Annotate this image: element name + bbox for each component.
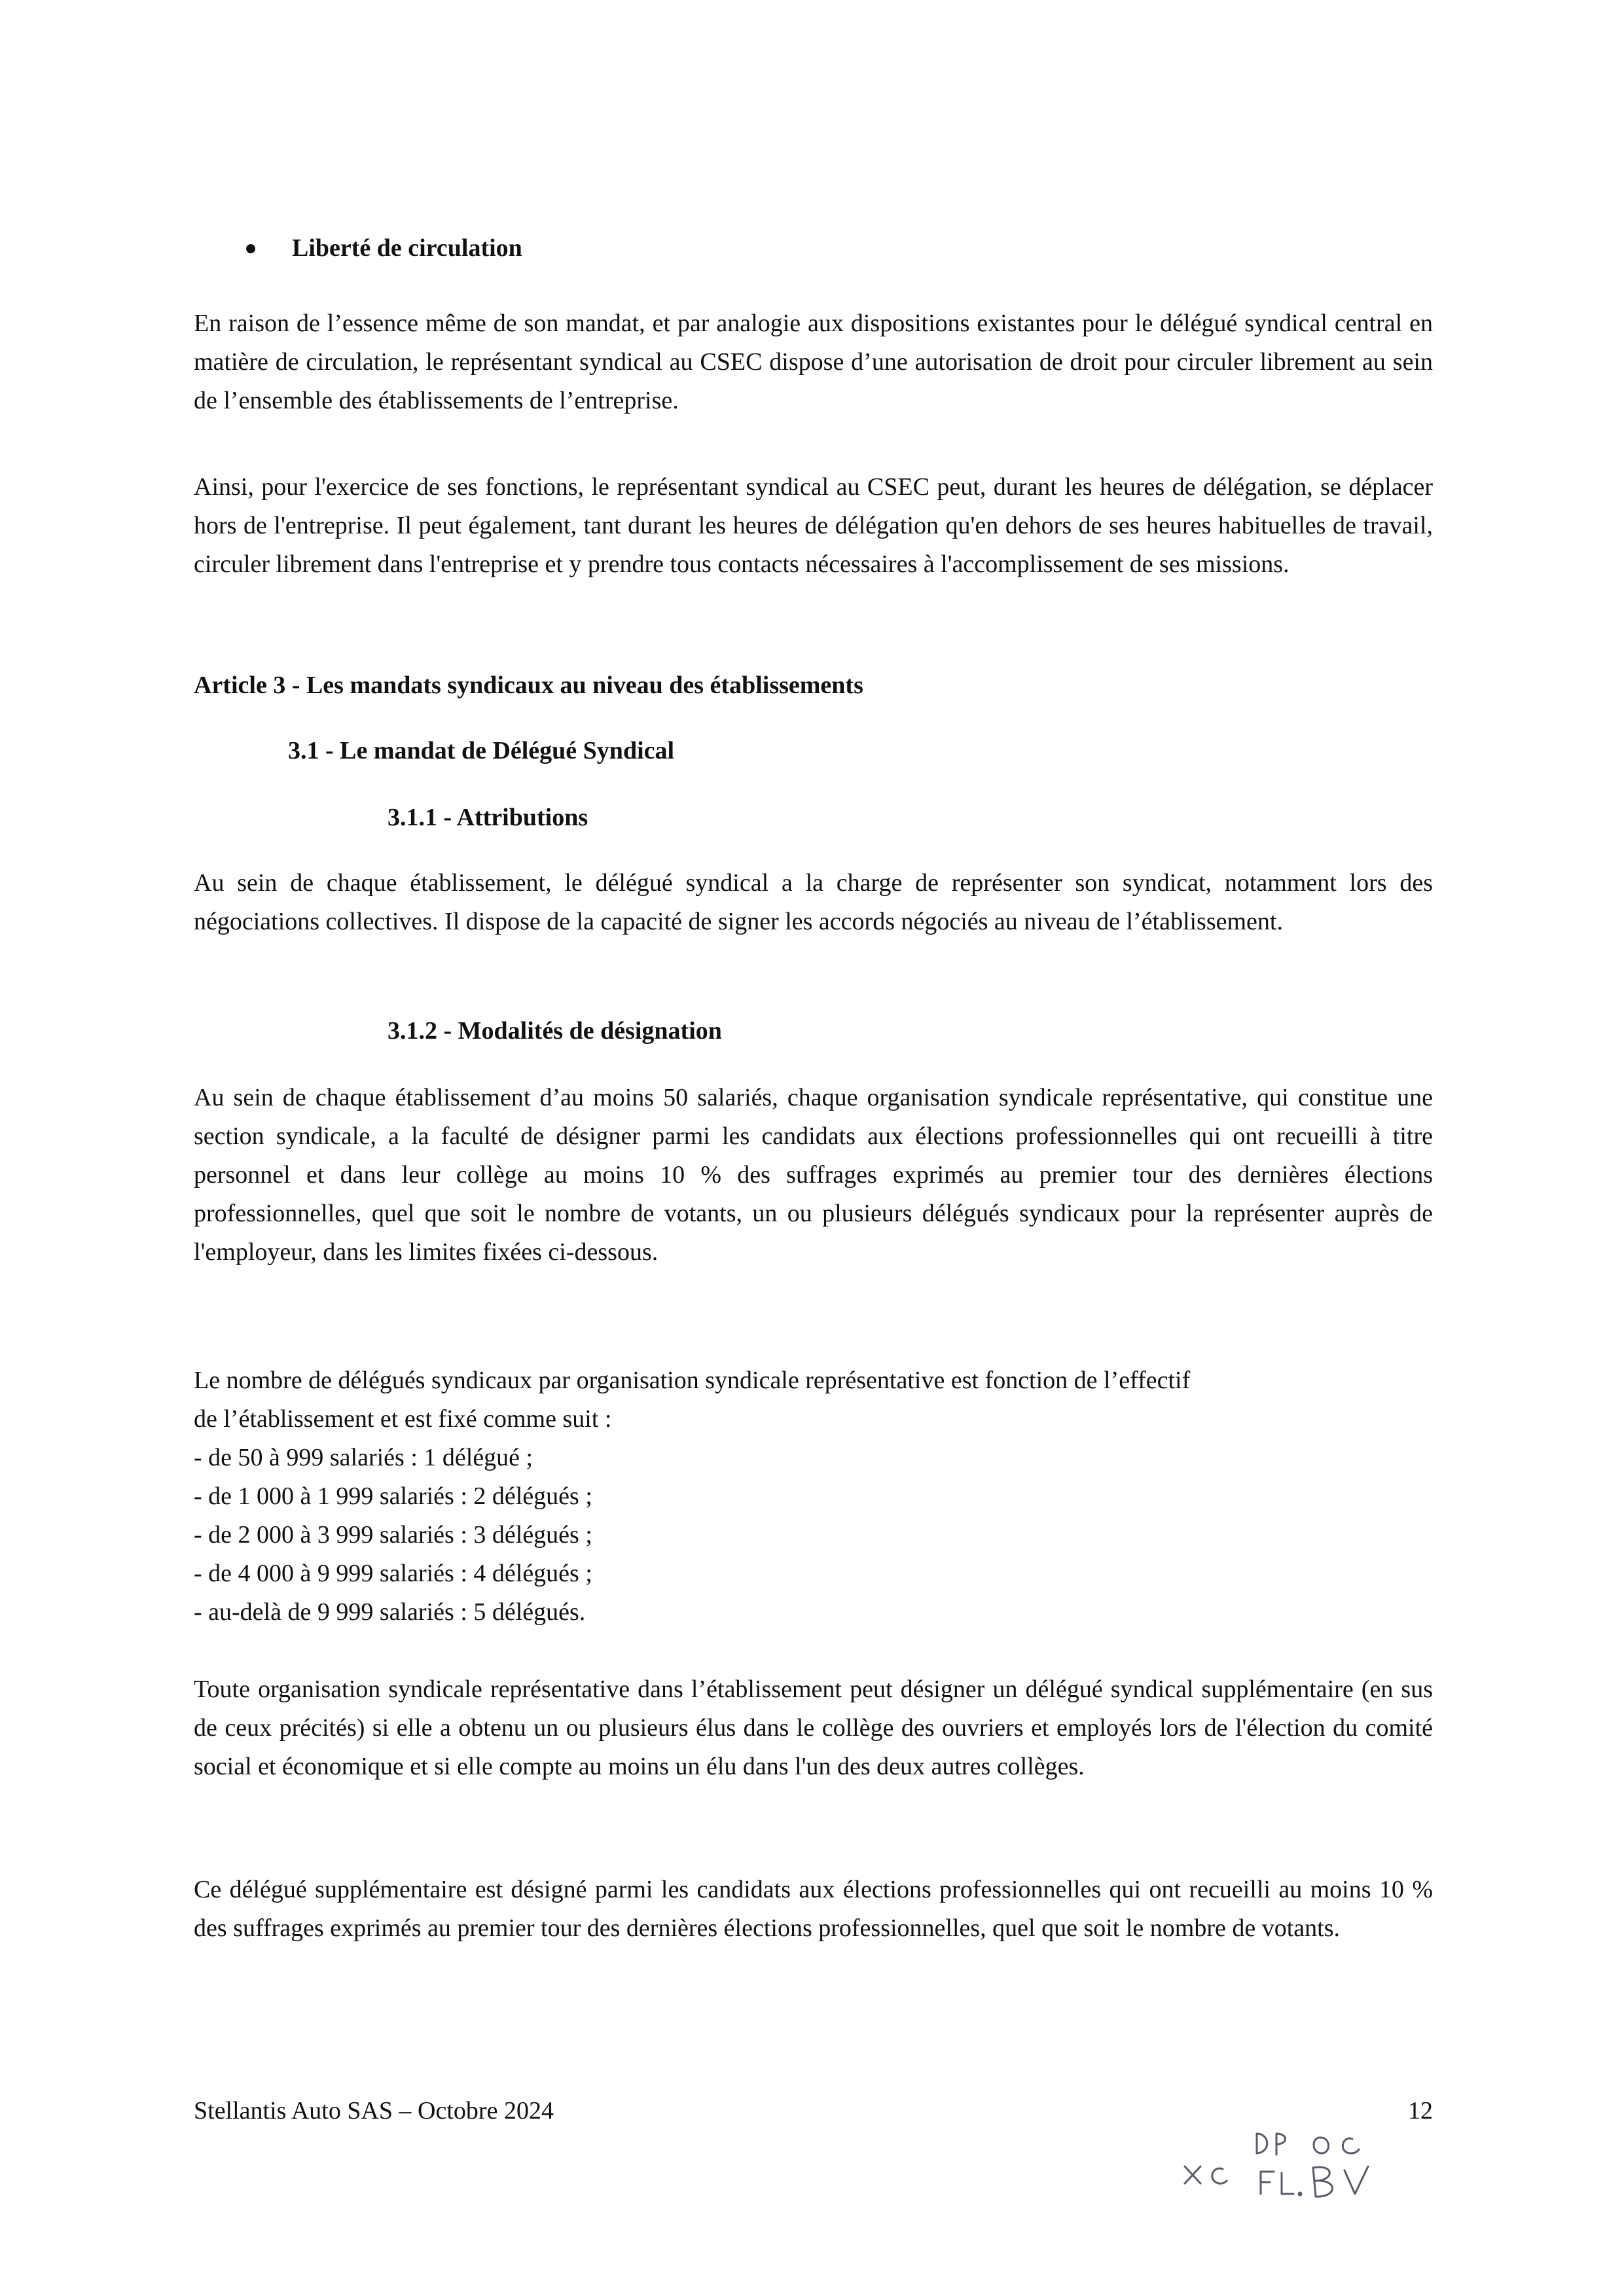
paragraph-designation: Au sein de chaque établissement d’au moins 50 salariés, chaque organisation syndicale représentative, qui constitue une section syndicale, a la faculté de désigner parmi les candidats aux élections professionnelles qui ont recueilli à titre personnel et dans leur collège au moins 10 % des suffrages exprimés au premier tour des dernières élections professionnelles, quel que soit le nombre de votants, un ou plusieurs délégués syndicaux pour la représenter auprès de l'employeur, dans les limites fixées ci-dessous.: [194, 1084, 1433, 1266]
paragraph-attributions: Au sein de chaque établissement, le délégué syndical a la charge de représenter son syndicat, notamment lors des négociations collectives. Il dispose de la capacité de signer les accords négociés au niveau de l’établissement.: [194, 869, 1433, 935]
handwritten-initials-signature: [1172, 2121, 1434, 2206]
paragraph-supplementaire-2: Ce délégué supplémentaire est désigné parmi les candidats aux élections professionnelles qui ont recueilli au moins 10 % des suffrages exprimés au premier tour des dernières élections professionnelles, quel que soit le nombre de votants.: [194, 1876, 1433, 1942]
list-item: - de 4 000 à 9 999 salariés : 4 délégués ;: [194, 1560, 592, 1587]
paragraph-circulation-2: Ainsi, pour l'exercice de ses fonctions, le représentant syndical au CSEC peut, durant les heures de délégation, se déplacer hors de l'entreprise. Il peut également, tant durant les heures de délégation qu'en dehors de ses heures habituelles de travail, circuler librement dans l'entreprise et y prendre tous contacts nécessaires à l'accomplissement de ses missions.: [194, 473, 1433, 578]
list-item: - de 2 000 à 3 999 salariés : 3 délégués ;: [194, 1521, 592, 1549]
section-3-1-heading: 3.1 - Le mandat de Délégué Syndical: [288, 737, 675, 764]
delegates-list: [194, 1439, 592, 1632]
bullet-heading-text: Liberté de circulation: [292, 234, 522, 262]
paragraph-nombre: [194, 1361, 1433, 1439]
paragraph-supplementaire-1: Toute organisation syndicale représentative dans l’établissement peut désigner un délégué syndical supplémentaire (en sus de ceux précités) si elle a obtenu un ou plusieurs élus dans le collège des ouvriers et employés lors de l'élection du comité social et économique et si elle compte au moins un élu dans l'un des deux autres collèges.: [194, 1676, 1433, 1780]
list-item: - de 1 000 à 1 999 salariés : 2 délégués ;: [194, 1482, 592, 1510]
paragraph-nombre-line-1: Le nombre de délégués syndicaux par organisation syndicale représentative est fonction de l’effectif: [194, 1367, 1191, 1394]
list-item: - au-delà de 9 999 salariés : 5 délégués.: [194, 1598, 586, 1626]
footer-company-date: Stellantis Auto SAS – Octobre 2024: [194, 2097, 554, 2125]
bullet-heading: [246, 229, 522, 268]
page-number: 12: [1408, 2097, 1433, 2125]
paragraph-nombre-line-2: de l’établissement et est fixé comme suit :: [194, 1405, 612, 1433]
section-3-1-1-heading: 3.1.1 - Attributions: [388, 804, 588, 831]
section-3-1-2-heading: 3.1.2 - Modalités de désignation: [388, 1017, 722, 1045]
paragraph-circulation-1: En raison de l’essence même de son mandat, et par analogie aux dispositions existantes pour le délégué syndical central en matière de circulation, le représentant syndical au CSEC dispose d’une autorisation de droit pour circuler librement au sein de l’ensemble des établissements de l’entreprise.: [194, 310, 1433, 414]
list-item: - de 50 à 999 salariés : 1 délégué ;: [194, 1444, 533, 1471]
bullet-icon: [246, 244, 255, 253]
article-3-heading: Article 3 - Les mandats syndicaux au niveau des établissements: [194, 672, 863, 699]
